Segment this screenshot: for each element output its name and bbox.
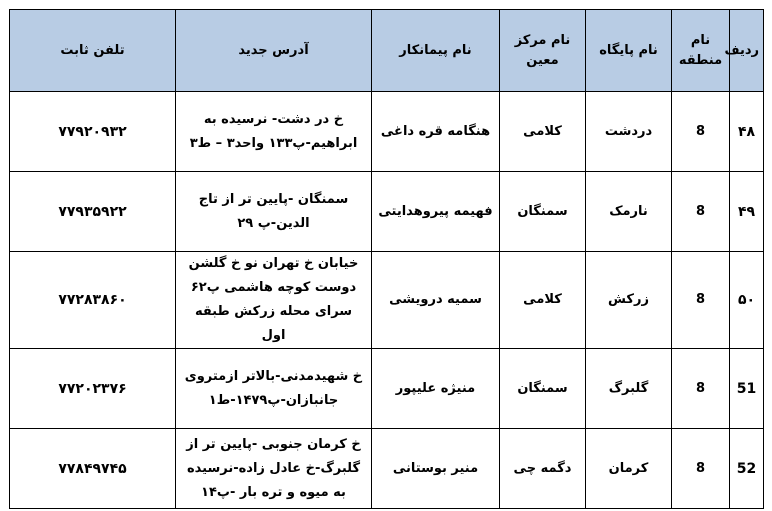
contact-table bbox=[9, 9, 764, 509]
table-row bbox=[10, 429, 764, 509]
header-contractor: نام پیمانکار bbox=[372, 10, 500, 92]
cell-center: سمنگان bbox=[500, 172, 586, 252]
cell-center: دگمه چی bbox=[500, 429, 586, 509]
table-row bbox=[10, 252, 764, 349]
table-row bbox=[10, 349, 764, 429]
cell-row-number: ۵۰ bbox=[730, 252, 764, 349]
cell-base: دردشت bbox=[586, 92, 672, 172]
header-center: نام مرکز معین bbox=[500, 10, 586, 92]
cell-center: کلامی bbox=[500, 252, 586, 349]
cell-row-number: ۴۹ bbox=[730, 172, 764, 252]
cell-contractor: هنگامه قره داغی bbox=[372, 92, 500, 172]
table-row bbox=[10, 172, 764, 252]
cell-address: خ کرمان جنوبی -پایین تر از گلبرگ-خ عادل زاده-نرسیده به میوه و تره بار -پ۱۴ bbox=[176, 429, 372, 509]
cell-row-number: ۴۸ bbox=[730, 92, 764, 172]
table-row bbox=[10, 92, 764, 172]
cell-contractor: منیر بوستانی bbox=[372, 429, 500, 509]
header-row-number: ردیف bbox=[730, 10, 764, 92]
header-base: نام پایگاه bbox=[586, 10, 672, 92]
cell-region: 8 bbox=[672, 92, 730, 172]
cell-address: سمنگان -پایین تر از تاج الدین-پ ۲۹ bbox=[176, 172, 372, 252]
cell-phone: ۷۷۲۸۳۸۶۰ bbox=[10, 252, 176, 349]
cell-address: خ شهیدمدنی-بالاتر ازمتروی جانبازان-پ۱۴۷۹-ط۱ bbox=[176, 349, 372, 429]
cell-phone: ۷۷۹۳۵۹۲۲ bbox=[10, 172, 176, 252]
cell-phone: ۷۷۹۲۰۹۳۲ bbox=[10, 92, 176, 172]
cell-base: نارمک bbox=[586, 172, 672, 252]
cell-contractor: منیژه علیپور bbox=[372, 349, 500, 429]
cell-region: 8 bbox=[672, 252, 730, 349]
cell-region: 8 bbox=[672, 429, 730, 509]
cell-row-number: 52 bbox=[730, 429, 764, 509]
cell-region: 8 bbox=[672, 172, 730, 252]
cell-row-number: 51 bbox=[730, 349, 764, 429]
cell-center: کلامی bbox=[500, 92, 586, 172]
cell-address: خیابان خ تهران نو خ گلشن دوست کوچه هاشمی پ۶۲ سرای محله زرکش طبقه اول bbox=[176, 252, 372, 349]
cell-address: خ در دشت- نرسیده به ابراهیم-پ۱۳۳ واحد۳ – ط۳ bbox=[176, 92, 372, 172]
header-address: آدرس جدید bbox=[176, 10, 372, 92]
table-header-row bbox=[10, 10, 764, 92]
cell-phone: ۷۷۲۰۲۳۷۶ bbox=[10, 349, 176, 429]
cell-phone: ۷۷۸۴۹۷۴۵ bbox=[10, 429, 176, 509]
cell-contractor: فهیمه پیروهدایتی bbox=[372, 172, 500, 252]
cell-region: 8 bbox=[672, 349, 730, 429]
cell-base: گلبرگ bbox=[586, 349, 672, 429]
cell-base: کرمان bbox=[586, 429, 672, 509]
cell-center: سمنگان bbox=[500, 349, 586, 429]
cell-base: زرکش bbox=[586, 252, 672, 349]
header-region: نام منطقه bbox=[672, 10, 730, 92]
header-phone: تلفن ثابت bbox=[10, 10, 176, 92]
cell-contractor: سمیه درویشی bbox=[372, 252, 500, 349]
